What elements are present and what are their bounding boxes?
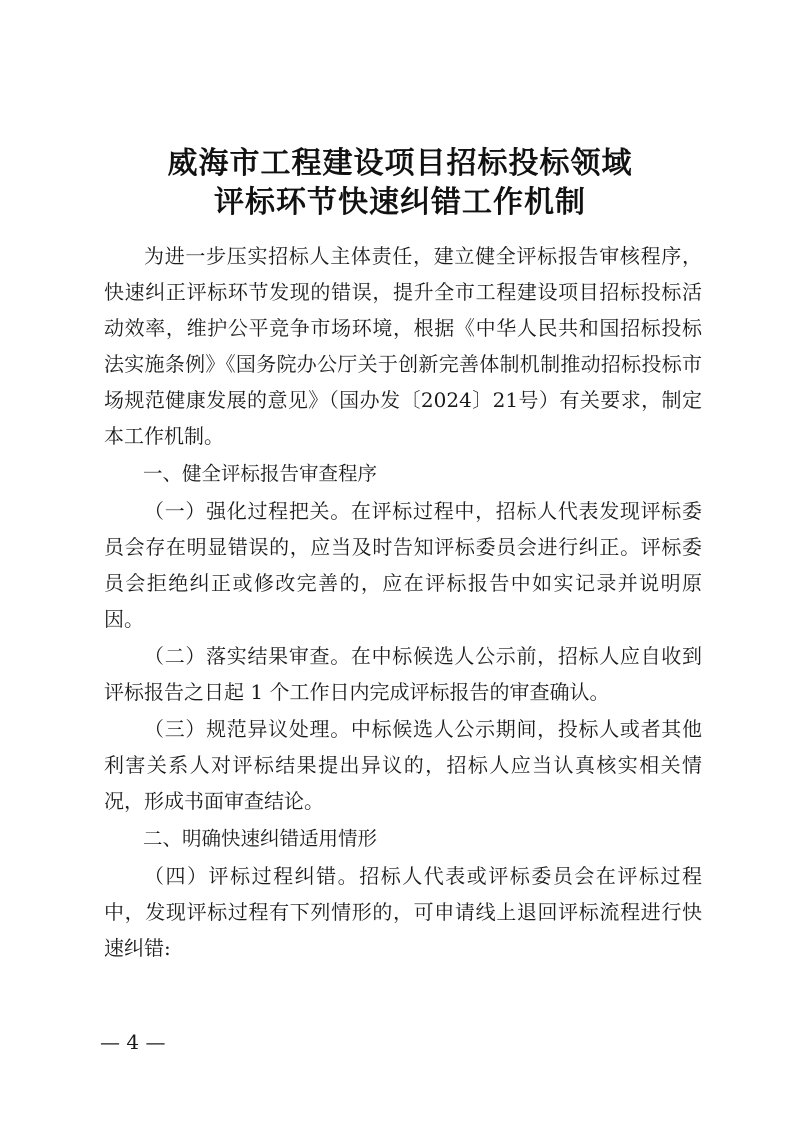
item-paragraph-3: （三）规范异议处理。中标候选人公示期间，投标人或者其他利害关系人对评标结果提出异议的，招标人应当认真核实相关情况，形成书面审查结论。 <box>104 717 702 813</box>
intro-paragraph: 为进一步压实招标人主体责任，建立健全评标报告审核程序，快速纠正评标环节发现的错误，提升全市工程建设项目招标投标活动效率，维护公平竞争市场环境，根据《中华人民共和国招标投标法实施条例》《国务院办公厅关于创新完善体制机制推动招标投标市场规范健康发展的意见》（国办发〔2024〕21号）有关要求，制定本工作机制。 <box>104 244 702 448</box>
section-heading-1: 一、健全评标报告审查程序 <box>143 462 378 485</box>
item-paragraph-2: （二）落实结果审查。在中标候选人公示前，招标人应自收到评标报告之日起 1 个工作日内完成评标报告的审查确认。 <box>104 644 702 704</box>
document-title-line-2: 评标环节快速纠错工作机制 <box>214 185 586 220</box>
document-body <box>104 238 702 966</box>
item-paragraph-4: （四）评标过程纠错。招标人代表或评标委员会在评标过程中，发现评标过程有下列情形的，可申请线上退回评标流程进行快速纠错: <box>104 864 702 960</box>
document-title-line-1: 威海市工程建设项目招标投标领域 <box>167 146 633 181</box>
section-heading-2: 二、明确快速纠错适用情形 <box>143 827 378 850</box>
item-paragraph-1: （一）强化过程把关。在评标过程中，招标人代表发现评标委员会存在明显错误的，应当及时告知评标委员会进行纠正。评标委员会拒绝纠正或修改完善的，应在评标报告中如实记录并说明原因。 <box>104 499 702 631</box>
page-number: — 4 — <box>100 1030 166 1054</box>
